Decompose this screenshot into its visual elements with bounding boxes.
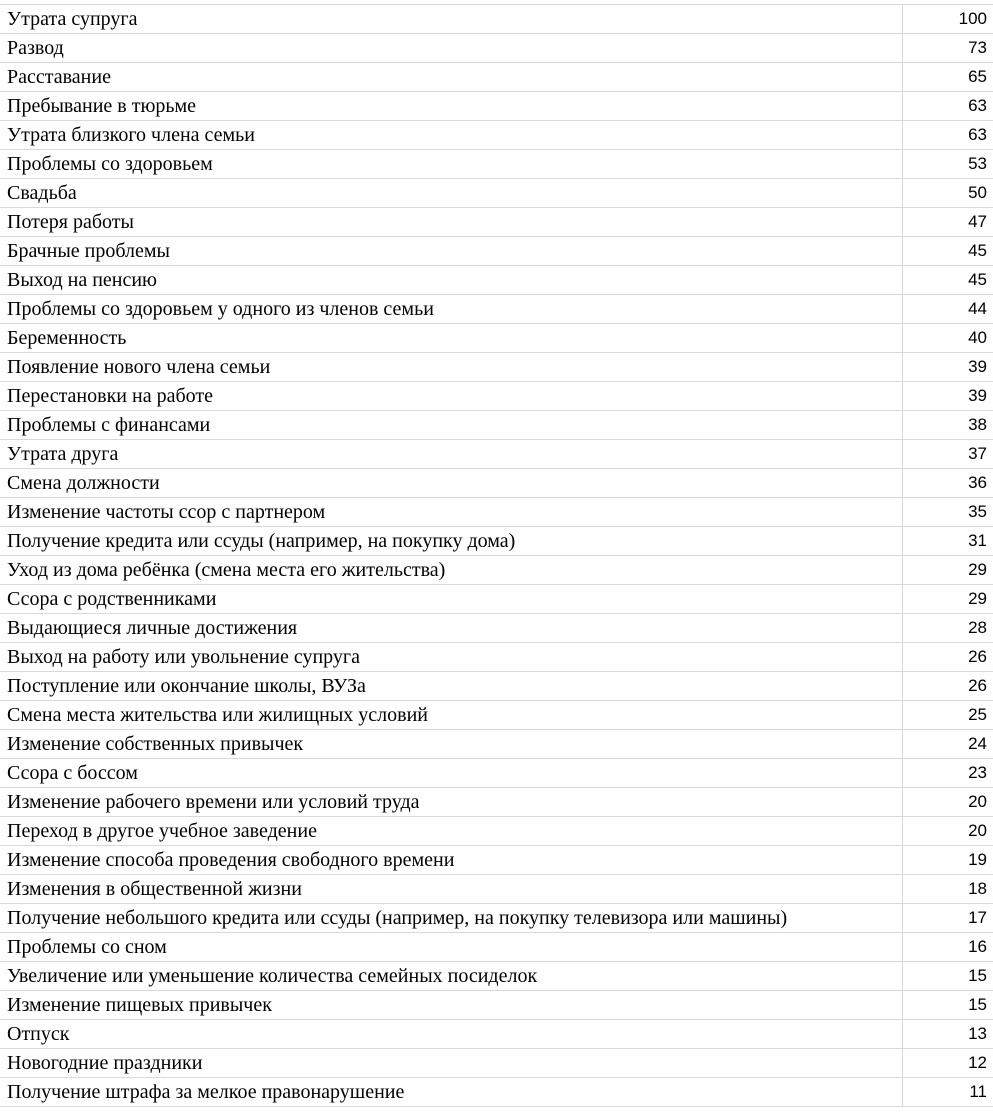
score-cell[interactable]: 15	[902, 991, 993, 1020]
table-row	[0, 730, 993, 759]
score-cell[interactable]: 37	[902, 440, 993, 469]
event-cell[interactable]: Выход на пенсию	[0, 266, 902, 295]
event-cell[interactable]: Поступление или окончание школы, ВУЗа	[0, 672, 902, 701]
score-cell[interactable]: 63	[902, 92, 993, 121]
score-cell[interactable]: 45	[902, 237, 993, 266]
event-cell[interactable]: Проблемы со сном	[0, 933, 902, 962]
table-row	[0, 614, 993, 643]
table-row	[0, 933, 993, 962]
event-cell[interactable]: Свадьба	[0, 179, 902, 208]
score-cell[interactable]: 39	[902, 382, 993, 411]
score-cell[interactable]: 13	[902, 1020, 993, 1049]
score-cell[interactable]: 17	[902, 904, 993, 933]
score-cell[interactable]: 73	[902, 34, 993, 63]
table-row	[0, 121, 993, 150]
table-row	[0, 788, 993, 817]
event-cell[interactable]: Проблемы со здоровьем	[0, 150, 902, 179]
table-row	[0, 440, 993, 469]
stress-events-table	[0, 4, 993, 1107]
event-cell[interactable]: Брачные проблемы	[0, 237, 902, 266]
table-row	[0, 701, 993, 730]
event-cell[interactable]: Утрата супруга	[0, 5, 902, 34]
event-cell[interactable]: Смена должности	[0, 469, 902, 498]
score-cell[interactable]: 24	[902, 730, 993, 759]
table-row	[0, 1020, 993, 1049]
score-cell[interactable]: 12	[902, 1049, 993, 1078]
event-cell[interactable]: Изменения в общественной жизни	[0, 875, 902, 904]
table-row	[0, 585, 993, 614]
score-cell[interactable]: 25	[902, 701, 993, 730]
table-row	[0, 1049, 993, 1078]
score-cell[interactable]: 19	[902, 846, 993, 875]
table-row	[0, 875, 993, 904]
score-cell[interactable]: 65	[902, 63, 993, 92]
table-row	[0, 817, 993, 846]
table-row	[0, 904, 993, 933]
score-cell[interactable]: 31	[902, 527, 993, 556]
table-row	[0, 179, 993, 208]
score-cell[interactable]: 40	[902, 324, 993, 353]
score-cell[interactable]: 15	[902, 962, 993, 991]
score-cell[interactable]: 50	[902, 179, 993, 208]
score-cell[interactable]: 39	[902, 353, 993, 382]
table-row	[0, 991, 993, 1020]
table-row	[0, 34, 993, 63]
score-cell[interactable]: 23	[902, 759, 993, 788]
event-cell[interactable]: Утрата друга	[0, 440, 902, 469]
table-row	[0, 208, 993, 237]
event-cell[interactable]: Новогодние праздники	[0, 1049, 902, 1078]
score-cell[interactable]: 38	[902, 411, 993, 440]
score-cell[interactable]: 100	[902, 5, 993, 34]
event-cell[interactable]: Проблемы с финансами	[0, 411, 902, 440]
table-row	[0, 846, 993, 875]
table-row	[0, 353, 993, 382]
table-row	[0, 672, 993, 701]
event-cell[interactable]: Расставание	[0, 63, 902, 92]
table-row	[0, 237, 993, 266]
event-cell[interactable]: Переход в другое учебное заведение	[0, 817, 902, 846]
event-cell[interactable]: Потеря работы	[0, 208, 902, 237]
event-cell[interactable]: Получение небольшого кредита или ссуды (например, на покупку телевизора или машины)	[0, 904, 902, 933]
table-row	[0, 498, 993, 527]
event-cell[interactable]: Ссора с родственниками	[0, 585, 902, 614]
event-cell[interactable]: Увеличение или уменьшение количества семейных посиделок	[0, 962, 902, 991]
event-cell[interactable]: Утрата близкого члена семьи	[0, 121, 902, 150]
table-row	[0, 324, 993, 353]
table-row	[0, 63, 993, 92]
score-cell[interactable]: 36	[902, 469, 993, 498]
score-cell[interactable]: 11	[902, 1078, 993, 1107]
table-row	[0, 643, 993, 672]
table-row	[0, 382, 993, 411]
event-cell[interactable]: Изменение частоты ссор с партнером	[0, 498, 902, 527]
score-cell[interactable]: 29	[902, 585, 993, 614]
event-cell[interactable]: Изменение собственных привычек	[0, 730, 902, 759]
event-cell[interactable]: Перестановки на работе	[0, 382, 902, 411]
event-cell[interactable]: Получение штрафа за мелкое правонарушение	[0, 1078, 902, 1107]
table-row	[0, 1078, 993, 1107]
event-cell[interactable]: Проблемы со здоровьем у одного из членов семьи	[0, 295, 902, 324]
table-row	[0, 150, 993, 179]
table-row	[0, 295, 993, 324]
score-cell[interactable]: 16	[902, 933, 993, 962]
score-cell[interactable]: 26	[902, 643, 993, 672]
score-cell[interactable]: 28	[902, 614, 993, 643]
table-row	[0, 556, 993, 585]
score-cell[interactable]: 18	[902, 875, 993, 904]
event-cell[interactable]: Изменение пищевых привычек	[0, 991, 902, 1020]
score-cell[interactable]: 63	[902, 121, 993, 150]
score-cell[interactable]: 44	[902, 295, 993, 324]
score-cell[interactable]: 29	[902, 556, 993, 585]
table-body	[0, 5, 993, 1107]
event-cell[interactable]: Получение кредита или ссуды (например, на покупку дома)	[0, 527, 902, 556]
event-cell[interactable]: Смена места жительства или жилищных условий	[0, 701, 902, 730]
score-cell[interactable]: 26	[902, 672, 993, 701]
event-cell[interactable]: Беременность	[0, 324, 902, 353]
score-cell[interactable]: 20	[902, 817, 993, 846]
table-row	[0, 411, 993, 440]
score-cell[interactable]: 20	[902, 788, 993, 817]
event-cell[interactable]: Уход из дома ребёнка (смена места его жительства)	[0, 556, 902, 585]
event-cell[interactable]: Отпуск	[0, 1020, 902, 1049]
score-cell[interactable]: 35	[902, 498, 993, 527]
event-cell[interactable]: Пребывание в тюрьме	[0, 92, 902, 121]
event-cell[interactable]: Развод	[0, 34, 902, 63]
table-row	[0, 962, 993, 991]
score-cell[interactable]: 53	[902, 150, 993, 179]
event-cell[interactable]: Изменение способа проведения свободного времени	[0, 846, 902, 875]
table-row	[0, 266, 993, 295]
table-row	[0, 527, 993, 556]
event-cell[interactable]: Выдающиеся личные достижения	[0, 614, 902, 643]
table-row	[0, 92, 993, 121]
event-cell[interactable]: Выход на работу или увольнение супруга	[0, 643, 902, 672]
table-row	[0, 759, 993, 788]
score-cell[interactable]: 45	[902, 266, 993, 295]
table-row	[0, 469, 993, 498]
event-cell[interactable]: Изменение рабочего времени или условий труда	[0, 788, 902, 817]
event-cell[interactable]: Появление нового члена семьи	[0, 353, 902, 382]
event-cell[interactable]: Ссора с боссом	[0, 759, 902, 788]
table-row	[0, 5, 993, 34]
score-cell[interactable]: 47	[902, 208, 993, 237]
